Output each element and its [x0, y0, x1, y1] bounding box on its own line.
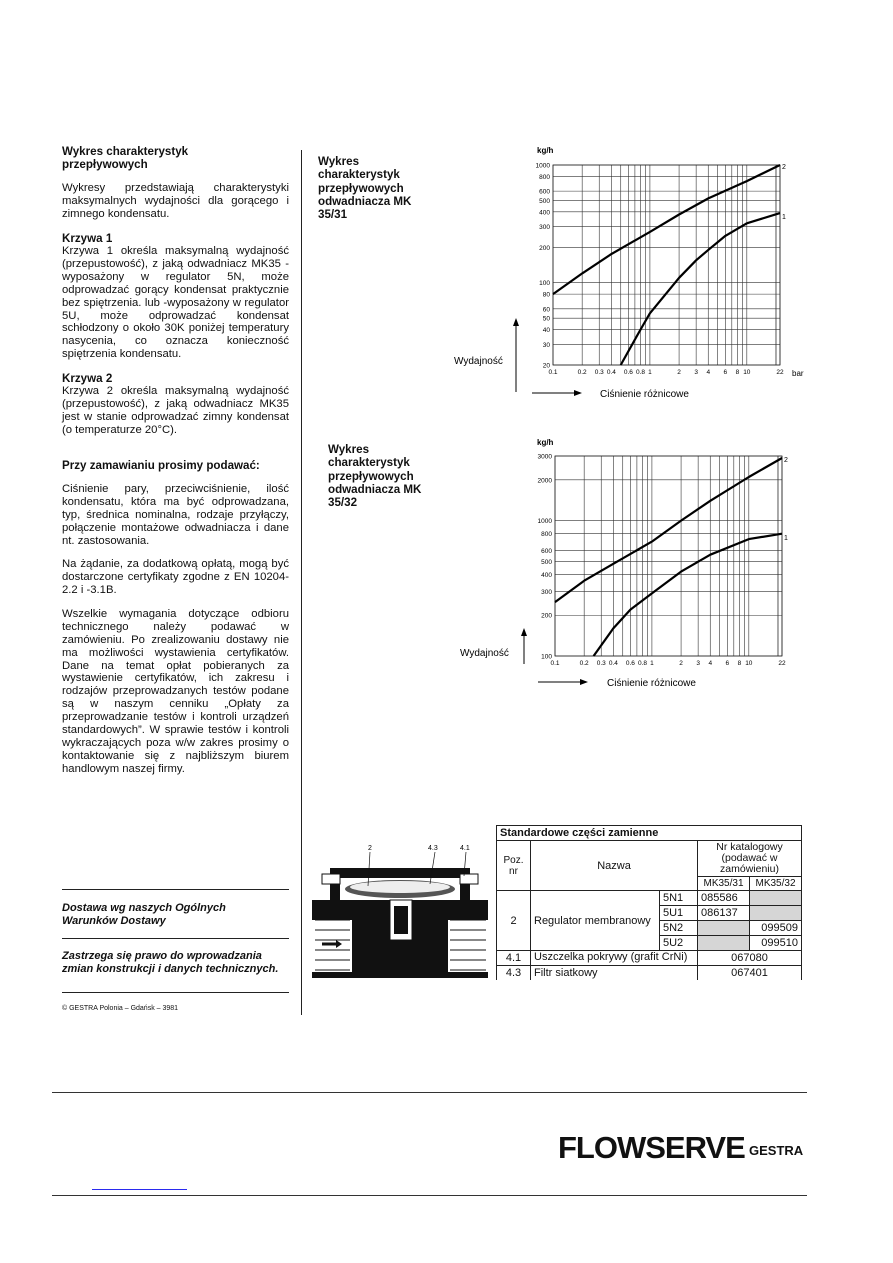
col-poz: Poz. nr	[497, 841, 531, 891]
krzywa2-title: Krzywa 2	[62, 372, 113, 386]
chart2-lines	[555, 458, 782, 656]
col-nazwa: Nazwa	[531, 841, 698, 891]
column-divider	[301, 150, 302, 1015]
x-tick-label: 0.2	[579, 660, 589, 667]
flow-chart-heading: Wykres charakterystyk przepływowych	[62, 145, 189, 172]
variant-mk31: 085586	[698, 891, 750, 906]
variant-mk31	[698, 936, 750, 951]
changes-reserved: Zastrzega się prawo do wprowadzania zmian konstrukcji i danych technicznych.	[62, 950, 279, 975]
chart2-ylabel: Wydajność	[460, 648, 509, 659]
chart1-ylabel: Wydajność	[454, 356, 503, 367]
series-line-2	[553, 165, 780, 294]
series-line-1	[594, 534, 782, 656]
chart2-title: Wykres charakterystyk przepływowych odwadniacza MK 35/32	[328, 443, 422, 510]
variant-mk32	[750, 906, 802, 921]
row43-name: Filtr siatkowy	[531, 966, 698, 981]
chart1-grid	[553, 165, 780, 365]
chart1-title: Wykres charakterystyk przepływowych odwadniacza MK 35/31	[318, 155, 412, 222]
x-tick-label: 0.4	[608, 660, 618, 667]
x-tick-label: 0.4	[606, 369, 616, 376]
x-tick-label: 0.2	[577, 369, 587, 376]
x-tick-label: 0.3	[594, 369, 604, 376]
gestra-logo: GESTRA	[749, 1143, 804, 1158]
order-paragraph-3: Wszelkie wymagania dotyczące odbioru technicznego należy podawać w zamówieniu. Po zrealizowaniu dostawy nie ma możliwości wystawienia certyfikatów. Dane na temat opłat pobieranych za wystawienie certyfikatów, ich zakresu i rodzajów przeprowadzanych testów podane są w naszym cenniku „Opłaty za przeprowadzanie testów i kontroli urządzeń standardowych”. W sprawie testów i kontroli wykraczających poza w/w zakres prosimy o kontaktowanie się z najbliższym biurem handlowym naszej firmy.	[62, 608, 289, 775]
krzywa2-text: Krzywa 2 określa maksymalną wydajność (przepustowość), z jaką odwadniacz MK35 jest w stanie odprowadzać zimny kondensat (o temperaturze 20°C).	[62, 385, 289, 436]
krzywa1-title: Krzywa 1	[62, 232, 113, 246]
variant-code: 5U2	[660, 936, 698, 951]
y-arrow-head	[521, 628, 527, 636]
x-tick-label: 8	[737, 660, 742, 667]
diagram-label-2: 2	[368, 845, 372, 852]
curve-label: 1	[784, 535, 788, 542]
plot-frame	[553, 165, 780, 365]
y-tick-label: 40	[542, 327, 550, 335]
variant-mk31	[698, 921, 750, 936]
y-tick-label: 600	[539, 188, 550, 196]
chart1-lines	[553, 165, 780, 365]
x-tick-label: 0.8	[635, 369, 646, 376]
y-tick-label: 300	[541, 588, 552, 596]
chart1-xlabel: Ciśnienie różnicowe	[600, 389, 689, 400]
row43-nr: 067401	[698, 966, 802, 981]
x-tick-label: 2	[677, 369, 681, 376]
y-tick-label: 60	[542, 306, 550, 314]
col-mk31: MK35/31	[698, 877, 750, 891]
x-tick-label: 22	[778, 660, 786, 667]
x-tick-label: 0.8	[637, 660, 648, 667]
table-title: Standardowe części zamienne	[497, 826, 802, 841]
footer-top-line	[52, 1092, 807, 1093]
x-tick-label: 0.6	[623, 369, 633, 376]
curve-label: 2	[782, 164, 786, 171]
intro-paragraph: Wykresy przedstawiają charakterystyki maksymalnych wydajności dla gorącego i zimnego kondensatu.	[62, 182, 289, 221]
y-tick-label: 500	[541, 558, 552, 566]
valve-cross-section	[310, 840, 490, 980]
row43-poz: 4.3	[497, 966, 531, 981]
y-tick-label: 200	[541, 612, 552, 620]
curve-label: 1	[782, 214, 786, 221]
chart2	[440, 432, 820, 697]
y-tick-label: 400	[539, 209, 550, 217]
row41-nr: 067080	[698, 951, 802, 966]
x-tick-label: 1	[648, 369, 652, 376]
footer-bottom-line	[52, 1195, 807, 1196]
x-tick-label: 6	[723, 369, 728, 376]
y-tick-label: 300	[539, 224, 550, 232]
chart2-xlabel: Ciśnienie różnicowe	[607, 678, 696, 689]
left-text-column	[62, 145, 289, 775]
x-tick-label: 6	[725, 660, 730, 667]
y-arrow-head	[513, 318, 519, 326]
copyright: © GESTRA Polonia – Gdańsk – 3981	[62, 1005, 179, 1012]
x-tick-label: 0.1	[550, 660, 560, 667]
divider-line	[62, 889, 289, 890]
y-tick-label: 600	[541, 548, 552, 556]
order-paragraph-2: Na żądanie, za dodatkową opłatą, mogą być dostarczone certyfikaty zgodne z EN 10204-2.2 i -3.1B.	[62, 558, 289, 597]
x-arrow-head	[574, 390, 582, 396]
y-tick-label: 800	[539, 173, 550, 181]
delivery-terms: Dostawa wg naszych Ogólnych Warunków Dostawy	[62, 902, 226, 927]
divider-line	[62, 938, 289, 939]
order-heading: Przy zamawianiu prosimy podawać:	[62, 458, 260, 472]
curve-label: 2	[784, 457, 788, 464]
y-tick-label: 80	[542, 291, 550, 299]
row41-name: Uszczelka pokrywy (grafit CrNi)	[531, 951, 698, 966]
y-tick-label: 3000	[537, 453, 552, 461]
footer-link[interactable]	[92, 1176, 187, 1190]
x-tick-label: 1	[650, 660, 654, 667]
x-tick-label: 0.3	[596, 660, 606, 667]
chart2-grid	[555, 456, 782, 656]
y-tick-label: 400	[541, 571, 552, 579]
diagram-label-4-1: 4.1	[460, 845, 470, 852]
krzywa1-text: Krzywa 1 określa maksymalną wydajność (przepustowość), z jaką odwadniacz MK35 -wyposażony w regulator 5N, może odprowadzać gorący kondensat praktycznie bez spiętrzenia. lub -wyposażony w regulator 5U, może odprowadzać kondensat schłodzony o około 30K poniżej temperatury nasycenia, co oznacza konieczność spiętrzenia kondensatu.	[62, 245, 289, 361]
x-tick-label: 4	[708, 660, 713, 667]
x-tick-label: 10	[743, 369, 751, 376]
chart1-x-unit: bar	[792, 369, 804, 378]
divider-line	[62, 992, 289, 993]
x-arrow-head	[580, 679, 588, 685]
variant-mk31: 086137	[698, 906, 750, 921]
y-tick-label: 1000	[537, 518, 552, 526]
y-tick-label: 100	[541, 653, 552, 661]
variant-mk32: 099510	[750, 936, 802, 951]
x-tick-label: 3	[696, 660, 700, 667]
col-mk32: MK35/32	[750, 877, 802, 891]
row41-poz: 4.1	[497, 951, 531, 966]
flowserve-logo: FLOWSERVE	[558, 1130, 745, 1165]
y-tick-label: 50	[542, 315, 550, 323]
chart1-y-unit: kg/h	[537, 146, 554, 155]
chart1	[440, 140, 820, 410]
x-tick-label: 2	[679, 660, 683, 667]
spare-parts-table	[496, 825, 802, 980]
x-tick-label: 8	[735, 369, 740, 376]
y-tick-label: 100	[539, 280, 550, 288]
y-tick-label: 30	[542, 341, 550, 349]
order-paragraph-1: Ciśnienie pary, przeciwciśnienie, ilość kondensatu, która ma być odprowadzana, typ, średnica nominalna, rodzaje przyłączy, połączenie montażowe odwadniacza i dane nt. zastosowania.	[62, 483, 289, 547]
variant-mk32: 099509	[750, 921, 802, 936]
variant-code: 5N1	[660, 891, 698, 906]
x-tick-label: 0.1	[548, 369, 558, 376]
chart2-y-unit: kg/h	[537, 438, 554, 447]
y-tick-label: 2000	[537, 477, 552, 485]
row2-poz: 2	[497, 891, 531, 951]
y-tick-label: 200	[539, 244, 550, 252]
y-tick-label: 500	[539, 197, 550, 205]
variant-code: 5N2	[660, 921, 698, 936]
x-tick-label: 3	[694, 369, 698, 376]
y-tick-label: 800	[541, 531, 552, 539]
x-tick-label: 22	[776, 369, 784, 376]
x-tick-label: 10	[745, 660, 753, 667]
x-tick-label: 4	[706, 369, 711, 376]
col-nr: Nr katalogowy (podawać w zamówieniu)	[698, 841, 802, 877]
row2-name: Regulator membranowy	[531, 891, 660, 951]
x-tick-label: 0.6	[625, 660, 635, 667]
plot-frame	[555, 456, 782, 656]
y-tick-label: 1000	[535, 162, 550, 170]
y-tick-label: 20	[542, 362, 550, 370]
variant-mk32	[750, 891, 802, 906]
diagram-label-4-3: 4.3	[428, 845, 438, 852]
variant-code: 5U1	[660, 906, 698, 921]
